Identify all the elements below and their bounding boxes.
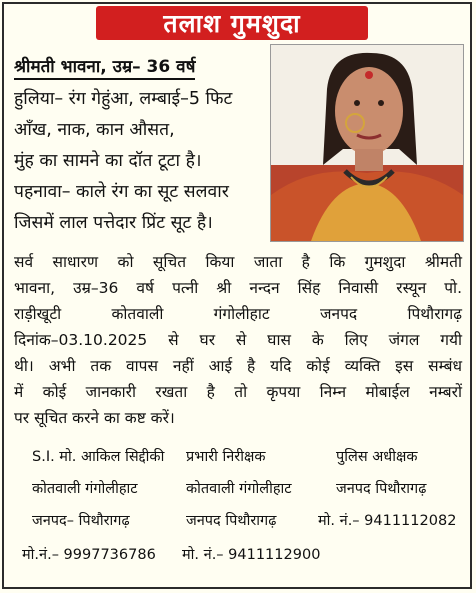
- notice-line: भावना, उम्र–36 वर्ष पत्नी श्री नन्दन सिंह निवासी रस्यून पो.: [14, 279, 462, 297]
- notice-line: राड़ीखूटी कोतवाली गंगोलीहाट जनपद पिथौरागढ़: [14, 305, 462, 323]
- notice-line: थी। अभी तक वापस नहीं आई है यदि कोई व्यक्ति इस सम्बंध: [14, 357, 462, 375]
- missing-person-name: श्रीमती भावना, उम्र– 36 वर्ष: [14, 54, 195, 80]
- description-line: हुलिया– रंग गेहुंआ, लम्बाई–5 फिट: [14, 89, 233, 109]
- description-line: पहनावा– काले रंग का सूट सलवार: [14, 182, 229, 202]
- inspector-district: जनपद पिथौरागढ़: [186, 513, 277, 529]
- si-office: कोतवाली गंगोलीहाट: [32, 481, 138, 497]
- notice-line: में कोई जानकारी रखता है तो कृपया निम्न मोबाईल नम्बरों: [14, 383, 462, 401]
- description-line: जिसमें लाल पत्तेदार प्रिंट सूट है।: [14, 213, 213, 233]
- inspector-mobile: मो. नं.– 9411112900: [182, 547, 321, 563]
- description-line: आँख, नाक, कान औसत,: [14, 120, 175, 140]
- si-district: जनपद– पिथौरागढ़: [32, 513, 130, 529]
- portrait-illustration: [271, 45, 463, 241]
- sp-mobile: मो. नं.– 9411112082: [318, 513, 457, 529]
- notice-line: दिनांक–03.10.2025 से घर से घास के लिए जंगल गयी: [14, 331, 462, 349]
- inspector-office: कोतवाली गंगोलीहाट: [186, 481, 292, 497]
- si-mobile: मो.नं.– 9997736786: [22, 547, 156, 563]
- inspector-title: प्रभारी निरीक्षक: [186, 449, 266, 465]
- missing-person-photo: [270, 44, 464, 242]
- notice-line: पर सूचित करने का कष्ट करें।: [14, 409, 175, 427]
- notice-line: सर्व साधारण को सूचित किया जाता है कि गुमशुदा श्रीमती: [14, 253, 462, 271]
- si-title: S.I. मो. आकिल सिद्दीकी: [32, 449, 165, 465]
- sp-district: जनपद पिथौरागढ़: [336, 481, 427, 497]
- notice-banner: [96, 6, 368, 40]
- description-line: मुंह का सामने का दॉत टूटा है।: [14, 151, 202, 171]
- sp-title: पुलिस अधीक्षक: [336, 449, 418, 465]
- banner-title: तलाश गुमशुदा: [163, 9, 301, 38]
